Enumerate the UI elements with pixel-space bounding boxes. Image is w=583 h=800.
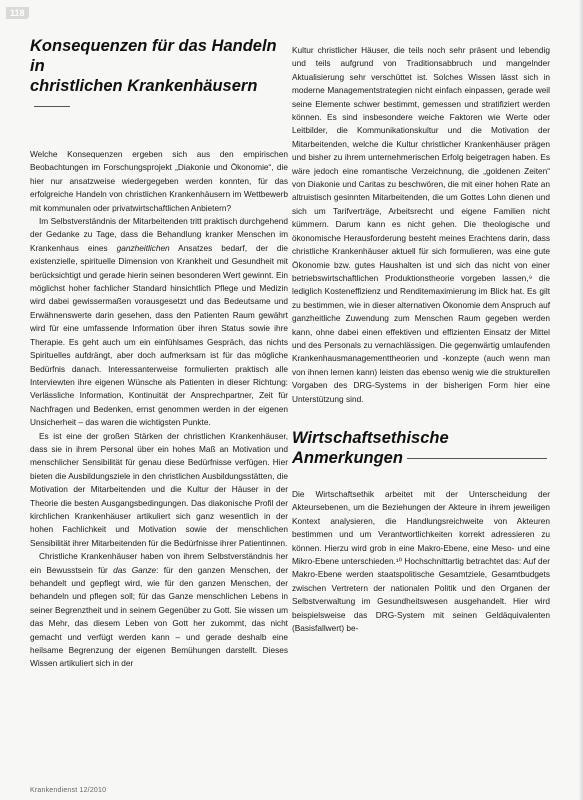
heading-line-1: Wirtschaftsethische	[292, 428, 449, 447]
scan-edge	[579, 0, 583, 800]
paragraph: Im Selbstverständnis der Mitarbeitenden tritt praktisch durchgehend der Gedanke zu Tage, dass die Behandlung kranker Menschen im Krankenhaus eines ganzheitlichen Ansatzes bedarf, der die existenzielle, spirituelle Dimension von Krankheit und Gesundheit mit berücksichtigt und gerade hierin seinen besonderen Wert gewinnt. Ein möglichst hoher fachlicher Standard hinsichtlich Pflege und Medizin wird dabei gewissermaßen vorausgesetzt und das Bedeutsame und Erwähnenswerte darin gesehen, dass den Patienten Raum gewährt wird für eine umfassende Information über ihren Status sowie ihre Therapie. Es geht auch um ein einfühlsames Gespräch, das nichts Spirituelles aufdrängt, aber doch aufmerksam ist für das mögliche Bedürfnis danach. Interessanterweise formulierten praktisch alle Interviewten ihre eigenen Wünsche als Patienten in dieser Richtung: Verlässliche Information, Kontinuität der Ansprechpartner, Zeit für Nachfragen und Bedenken, ernst genommen werden in der eigenen Unsicherheit – das waren die wichtigsten Punkte.	[30, 216, 288, 428]
left-column	[30, 36, 288, 671]
page-number: 118	[6, 7, 29, 19]
paragraph: Welche Konsequenzen ergeben sich aus den empirischen Beobachtungen im Forschungsprojekt „Diakonie und Ökonomie“, die hier nur ansatzweise wiedergegeben werden konnten, für das erfolgreiche Handeln von christlichen Krankenhäusern im Wettbewerb mit kommunalen oder privatwirtschaftlichen Anbietern?	[30, 149, 288, 213]
emphasis: das Ganze	[113, 564, 157, 575]
heading-rule	[34, 106, 70, 107]
section-heading-consequences	[30, 36, 288, 116]
paragraph: Es ist eine der großen Stärken der christlichen Krankenhäuser, dass sie in ihrem Personal über ein hohes Maß an Motivation und menschlicher Sensibilität für genau diese Bedürfnisse verfügen. Hier bieten die Ausbildungsziele in den christlichen Ausbildungsstätten, die Motivation der Mitarbeitenden und die Kultur der Häuser in der Theorie die besten Ausgangsbedingungen. Das diakonische Profil der kirchlichen Krankenhäuser artikuliert sich ganz wesentlich in der hohen Fachlichkeit und Motivation sowie der menschlichen Sensibilität ihrer Mitarbeitenden für die Bedürfnisse ihrer Patientinnen.	[30, 430, 288, 548]
paragraph: Christliche Krankenhäuser haben von ihrem Selbstverständnis her ein Bewusstsein für das Ganze: für den ganzen Menschen, der behandelt und gepflegt wird, wie für den ganzen Menschen, der behandeln und pflegen soll; für das Ganze menschlichen Lebens in seiner Begrenztheit und in seinem Gegenüber zu Gott. Sie wissen um das Mehr, das diesem Leben von Gott her zukommt, das nicht gemacht und verfügt werden kann – und gerade deshalb eine heilsame Begrenzung der eigenen Bemühungen darstellt. Dieses Wissen artikuliert sich in der	[30, 551, 289, 669]
heading-line-2: Anmerkungen	[292, 448, 403, 467]
heading-rule	[407, 458, 547, 459]
paragraph: Die Wirtschaftsethik arbeitet mit der Unterscheidung der Akteursebenen, um die Beziehungen der Akteure in ihrem jeweiligen Kontext analysieren, die Handlungsreichweite von Akteuren bestimmen und um Verantwortlichkeiten korrekt adressieren zu können. Hierzu wird grob in eine Makro-Ebene, eine Meso- und eine Mikro-Ebene unterschieden.¹⁰ Hochschnittartig betrachtet das: Auf der Makro-Ebene werden staatspolitische Gesamtziele, Gesamtbudgets zwischen Vertretern der nationalen Politik und den Organen der Selbstverwaltung im Gesundheitswesen ausgehandelt. Hier wird beispielsweise das DRG-System mit seinen Geldäquivalenten (Basisfallwert) be-	[292, 488, 550, 634]
paragraph: Kultur christlicher Häuser, die teils noch sehr präsent und lebendig und teils aufgrund von Traditionsabbruch und mangelnder Aktualisierung sehr verschüttet ist. Solches Wissen lässt sich in moderne Managementstrategien nicht einfach einpassen, gerade weil seine Elemente schwer bestimmt, gemessen und stratifiziert werden können. Es sind insbesondere weiche Faktoren wie Werte oder Leitbilder, die Kommunikationskultur und die Motivation der Mitarbeitenden, welche die Kultur christlicher Krankenhäuser prägen und bisher zu ihrem unternehmerischen Erfolg beigetragen haben. Es wäre jedoch eine romantische Verzeichnung, die „goldenen Zeiten“ von Diakonie und Caritas zu beschwören, die mit einer hohen Rate an altruistisch gesinnten Mitarbeitenden, die um Gottes Lohn dienen und sich um Tarifverträge, Arbeitsrecht und eigene Familien nicht kümmern. Darum kann es nicht gehen. Die theologische und ökonomische Herausforderung besteht meines Erachtens darin, dass christliche Krankenhäuser aktuell für sich formulieren, was eine gute Ökonomie bzw. gutes Haushalten ist und sich das nicht von einer betriebswirtschaftlichen Produktionstheorie vorgeben lassen,⁹ die lediglich Kosteneffizienz und Renditemaximierung im Blick hat. Es gilt zu bestimmen, wie in dieser alternativen Ökonomie dem Anspruch auf ganzheitliche Zuwendung zum Menschen Raum gegeben werden kann, ohne dabei einen effektiven und effizienten Einsatz der Mittel und des Personals zu vernachlässigen. Die gegenwärtig umlaufenden Krankenhausmanagementtheorien und -konzepte (auch wenn man von ihnen lernen kann) leisten das ebenso wenig wie die strukturellen Vorgaben des DRG-Systems in der bisherigen Form hier eine Unterstützung sind.	[292, 45, 550, 404]
right-column	[292, 44, 550, 635]
heading-line-1: Konsequenzen für das Handeln in	[30, 37, 277, 75]
emphasis: ganzheitlichen	[116, 242, 170, 253]
heading-line-2: christlichen Krankenhäusern	[30, 77, 258, 95]
section-heading-business-ethics	[292, 428, 550, 468]
footer-publication: Krankendienst 12/2010	[30, 787, 107, 794]
